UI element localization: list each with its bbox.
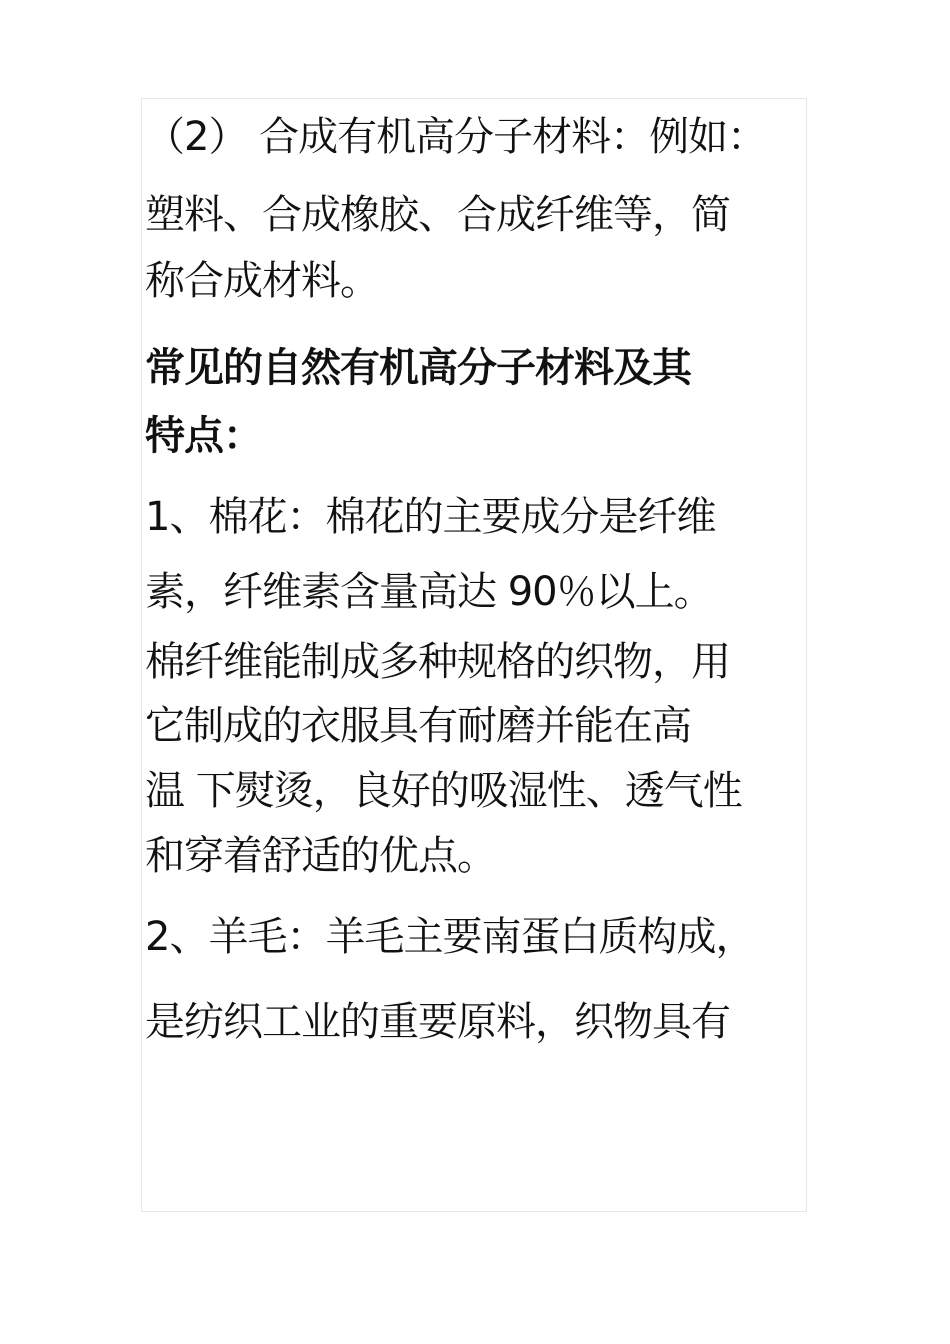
text-line-3: 称合成材料。 <box>145 258 379 304</box>
section-heading-line-1: 常见的自然有机高分子材料及其 <box>145 345 691 391</box>
text-line-7: 它制成的衣服具有耐磨并能在高 <box>145 703 691 749</box>
text-line-6: 棉纤维能制成多种规格的织物，用 <box>145 639 730 685</box>
text-line-1: （2） 合成有机高分子材料：例如： <box>145 114 767 160</box>
text-line-4: 1、棉花：棉花的主要成分是纤维 <box>145 494 716 540</box>
section-heading-line-2: 特点： <box>145 413 262 459</box>
text-line-9: 和穿着舒适的优点。 <box>145 833 496 879</box>
text-line-10: 2、羊毛：羊毛主要南蛋白质构成， <box>145 914 755 960</box>
text-line-8: 温 下熨烫，良好的吸湿性、透气性 <box>145 768 742 814</box>
text-line-11: 是纺织工业的重要原料，织物具有 <box>145 999 730 1045</box>
text-line-2: 塑料、合成橡胶、合成纤维等，简 <box>145 192 730 238</box>
text-line-5: 素，纤维素含量高达 90％以上。 <box>145 569 713 615</box>
